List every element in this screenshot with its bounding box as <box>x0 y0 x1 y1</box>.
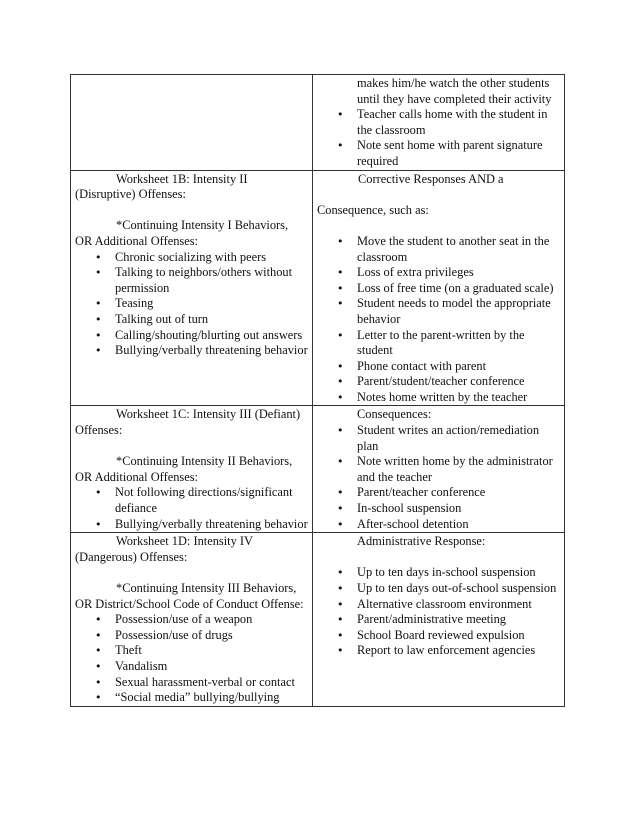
response-heading: Administrative Response: <box>357 534 486 549</box>
worksheet-title: Worksheet 1C: Intensity III (Defiant) Offenses: <box>75 407 301 438</box>
worksheet-subtitle: *Continuing Intensity I Behaviors, OR Additional Offenses: <box>75 218 289 248</box>
list-item: • Theft <box>115 643 308 659</box>
row0-left-cell <box>71 75 313 171</box>
response-heading: Corrective Responses AND a <box>358 171 504 186</box>
corrective-responses-cell <box>313 170 565 406</box>
list-item: • In-school suspension <box>357 501 560 517</box>
list-item: • Student writes an action/remediation plan <box>357 423 560 454</box>
list-item: • Report to law enforcement agencies <box>357 643 560 659</box>
list-item: • Parent/student/teacher conference <box>357 374 560 390</box>
list-item: • Possession/use of drugs <box>115 628 308 644</box>
list-item: • Notes home written by the teacher <box>357 390 560 406</box>
response-list <box>317 423 560 532</box>
list-item: • “Social media” bullying/bullying <box>115 690 308 706</box>
list-item: • School Board reviewed expulsion <box>357 628 560 644</box>
response-list <box>317 107 560 169</box>
list-item: • Bullying/verbally threatening behavior <box>115 517 308 533</box>
response-list <box>317 565 560 659</box>
list-item: • Phone contact with parent <box>357 359 560 375</box>
list-item: • Possession/use of a weapon <box>115 612 308 628</box>
offense-list <box>75 485 308 532</box>
list-item: • Loss of extra privileges <box>357 265 560 281</box>
continuation-text: makes him/he watch the other students until they have completed their activity <box>357 76 552 106</box>
table-row <box>71 170 565 406</box>
list-item: • Student needs to model the appropriate behavior <box>357 296 560 327</box>
worksheet-title: Worksheet 1D: Intensity IV (Dangerous) Offenses: <box>75 534 253 564</box>
list-item: • Vandalism <box>115 659 308 675</box>
list-item: • After-school detention <box>357 517 560 533</box>
row0-right-cell <box>313 75 565 171</box>
response-list <box>317 234 560 406</box>
list-item: • Loss of free time (on a graduated scale) <box>357 281 560 297</box>
list-item: • Letter to the parent-written by the student <box>357 328 560 359</box>
list-item: • Sexual harassment-verbal or contact <box>115 675 308 691</box>
list-item: • Teacher calls home with the student in the classroom <box>357 107 560 138</box>
list-item: • Talking out of turn <box>115 312 308 328</box>
list-item: • Not following directions/significant defiance <box>115 485 308 516</box>
table-row <box>71 533 565 707</box>
list-item: • Parent/administrative meeting <box>357 612 560 628</box>
list-item: • Up to ten days out-of-school suspension <box>357 581 560 597</box>
intensity-ii-cell <box>71 170 313 406</box>
list-item: • Move the student to another seat in the classroom <box>357 234 560 265</box>
worksheet-subtitle: *Continuing Intensity III Behaviors, OR District/School Code of Conduct Offense: <box>75 581 304 611</box>
list-item: • Teasing <box>115 296 308 312</box>
list-item: • Talking to neighbors/others without permission <box>115 265 308 296</box>
list-item: • Bullying/verbally threatening behavior <box>115 343 308 359</box>
intensity-iii-cell <box>71 406 313 533</box>
list-item: • Chronic socializing with peers <box>115 250 308 266</box>
worksheet-title: Worksheet 1B: Intensity II (Disruptive) Offenses: <box>75 171 248 202</box>
worksheet-subtitle: *Continuing Intensity II Behaviors, OR Additional Offenses: <box>75 454 293 484</box>
administrative-response-cell <box>313 533 565 707</box>
response-heading: Consequences: <box>357 407 432 422</box>
list-item: • Parent/teacher conference <box>357 485 560 501</box>
list-item: • Alternative classroom environment <box>357 597 560 613</box>
table-row <box>71 75 565 171</box>
behavior-table <box>70 74 565 707</box>
list-item: • Up to ten days in-school suspension <box>357 565 560 581</box>
offense-list <box>75 250 308 359</box>
consequences-cell <box>313 406 565 533</box>
list-item: • Calling/shouting/blurting out answers <box>115 328 308 344</box>
list-item: • Note written home by the administrator and the teacher <box>357 454 560 485</box>
offense-list <box>75 612 308 706</box>
list-item: • Note sent home with parent signature required <box>357 138 560 169</box>
intensity-iv-cell <box>71 533 313 707</box>
response-heading-continued: Consequence, such as: <box>317 202 429 217</box>
table-row <box>71 406 565 533</box>
